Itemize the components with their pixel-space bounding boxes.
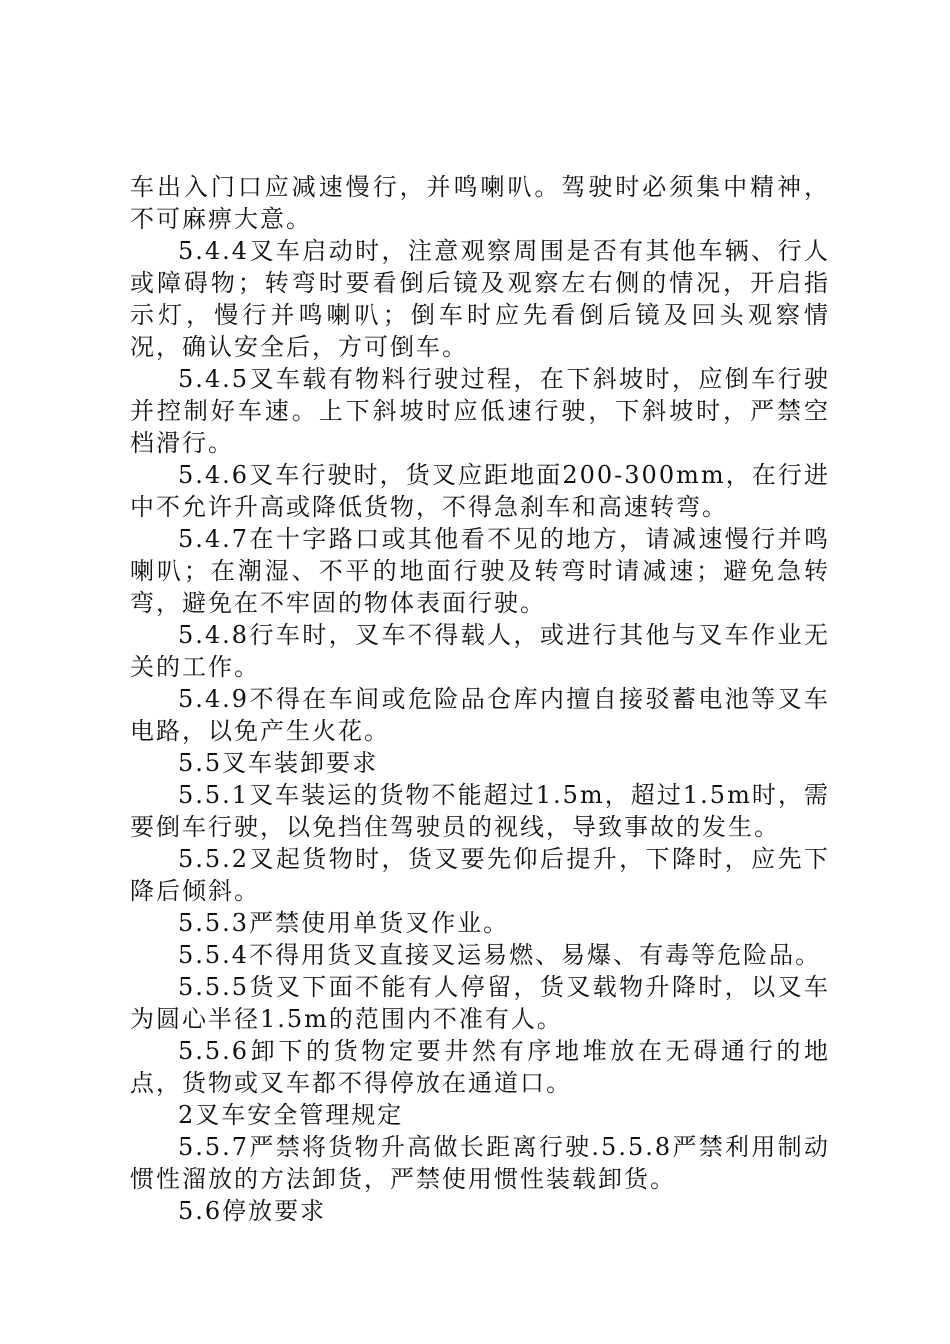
section-heading: 5.6停放要求: [178, 1197, 327, 1225]
paragraph: 5.4.4叉车启动时，注意观察周围是否有其他车辆、行人或障碍物；转弯时要看倒后镜及观察左右侧的情况，开启指示灯，慢行并鸣喇叭；倒车时应先看倒后镜及回头观察情况，确认安全后，方可倒车。: [130, 237, 830, 361]
paragraph: 5.5.2叉起货物时，货叉要先仰后提升，下降时，应先下降后倾斜。: [130, 845, 830, 905]
paragraph: 5.5.1叉车装运的货物不能超过1.5m，超过1.5m时，需要倒车行驶，以免挡住驾驶员的视线，导致事故的发生。: [130, 781, 830, 841]
section-heading: 5.5叉车装卸要求: [178, 749, 379, 777]
paragraph: 5.5.3严禁使用单货叉作业。: [178, 909, 510, 937]
paragraph: 5.5.4不得用货叉直接叉运易燃、易爆、有毒等危险品。: [178, 941, 822, 969]
paragraph: 5.5.5货叉下面不能有人停留，货叉载物升降时，以叉车为圆心半径1.5m的范围内不准有人。: [130, 973, 830, 1033]
section-heading: 2叉车安全管理规定: [178, 1101, 404, 1129]
paragraph: 车出入门口应减速慢行，并鸣喇叭。驾驶时必须集中精神，不可麻痹大意。: [130, 173, 830, 233]
paragraph: 5.4.6叉车行驶时，货叉应距地面200-300mm，在行进中不允许升高或降低货物，不得急刹车和高速转弯。: [130, 461, 830, 521]
paragraph: 5.4.5叉车载有物料行驶过程，在下斜坡时，应倒车行驶并控制好车速。上下斜坡时应低速行驶，下斜坡时，严禁空档滑行。: [130, 365, 830, 457]
paragraph: 5.4.9不得在车间或危险品仓库内擅自接驳蓄电池等叉车电路，以免产生火花。: [130, 685, 830, 745]
document-body: [130, 171, 830, 1227]
paragraph: 5.5.6卸下的货物定要井然有序地堆放在无碍通行的地点，货物或叉车都不得停放在通道口。: [130, 1037, 830, 1097]
paragraph: 5.4.7在十字路口或其他看不见的地方，请减速慢行并鸣喇叭；在潮湿、不平的地面行驶及转弯时请减速；避免急转弯，避免在不牢固的物体表面行驶。: [130, 525, 830, 617]
paragraph: 5.5.7严禁将货物升高做长距离行驶.5.5.8严禁利用制动惯性溜放的方法卸货，严禁使用惯性装载卸货。: [130, 1133, 830, 1193]
paragraph: 5.4.8行车时，叉车不得载人，或进行其他与叉车作业无关的工作。: [130, 621, 830, 681]
